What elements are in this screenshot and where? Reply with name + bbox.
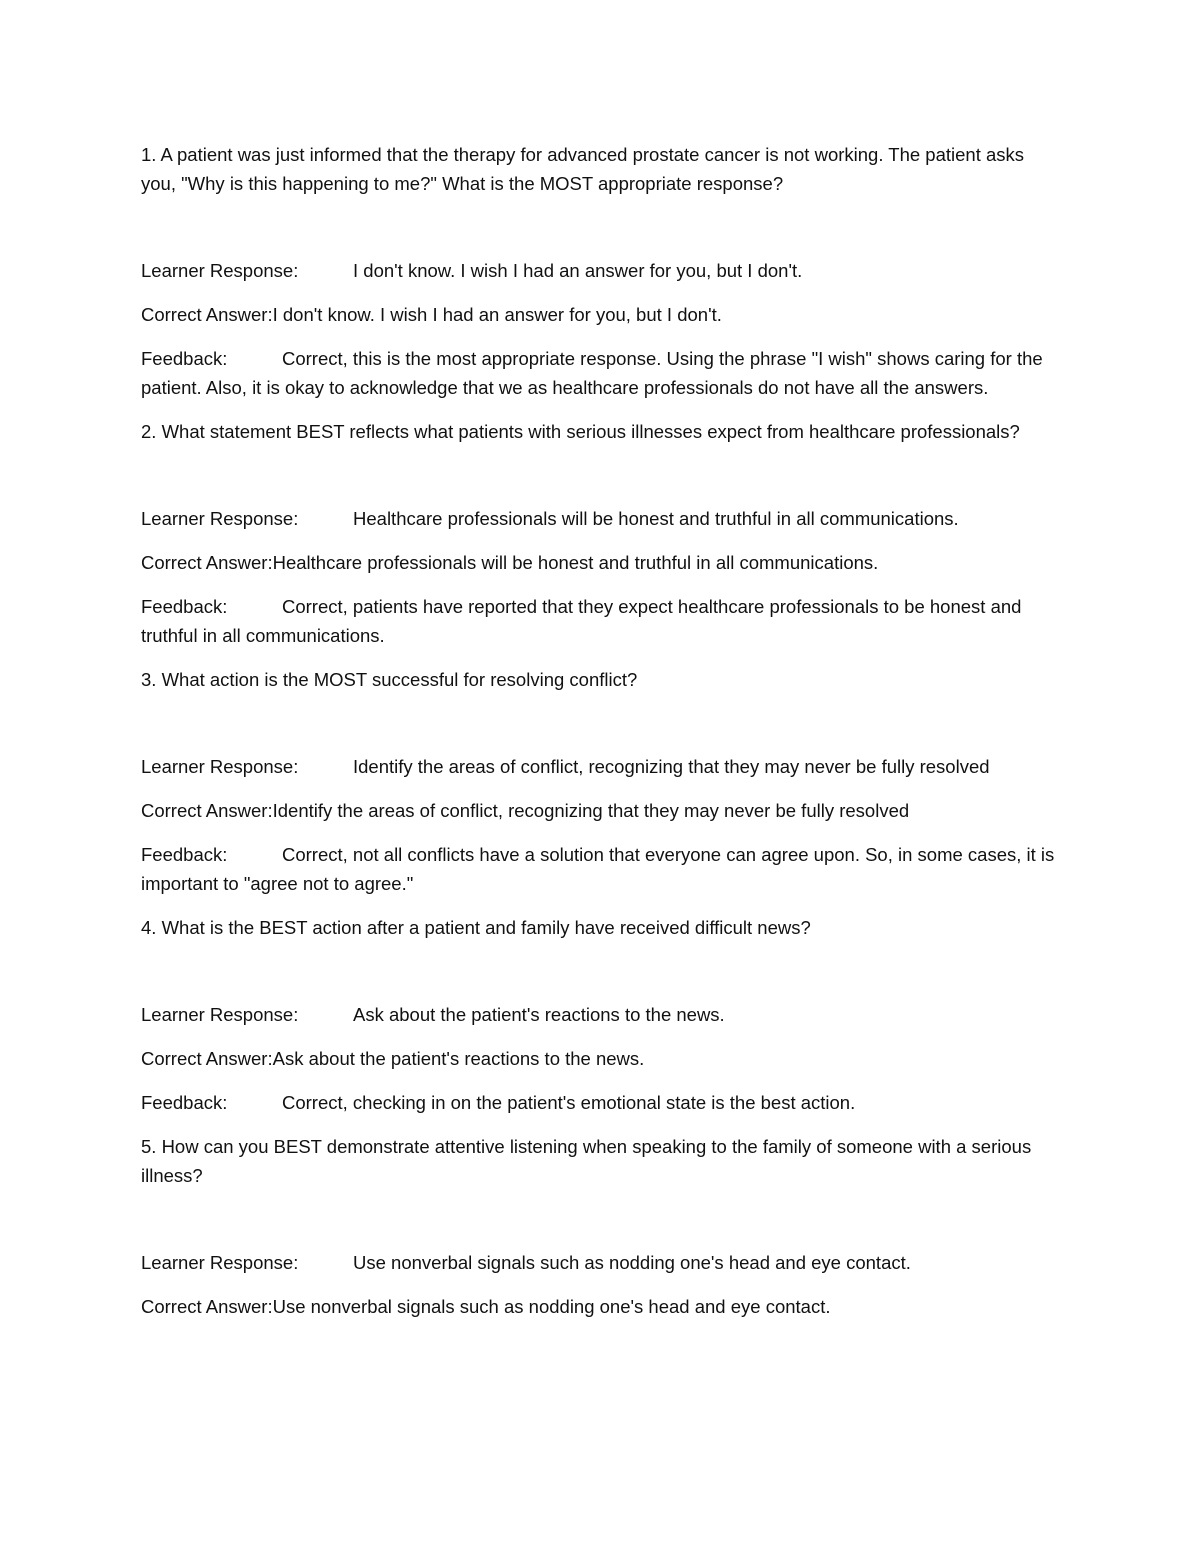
correct-answer-text: Healthcare professionals will be honest and truthful in all communications. xyxy=(272,552,879,573)
feedback-label: Feedback: xyxy=(141,596,228,617)
correct-answer-label: Correct Answer: xyxy=(141,1048,273,1069)
learner-response-label: Learner Response: xyxy=(141,260,299,281)
correct-answer-row-1 xyxy=(141,301,1056,330)
learner-response-label: Learner Response: xyxy=(141,1004,299,1025)
correct-answer-text: Use nonverbal signals such as nodding one's head and eye contact. xyxy=(272,1296,831,1317)
learner-response-row-4 xyxy=(141,1001,1056,1030)
feedback-label: Feedback: xyxy=(141,844,228,865)
feedback-row-3 xyxy=(141,841,1056,898)
correct-answer-row-2 xyxy=(141,549,1056,578)
document-body xyxy=(141,141,1056,1337)
quiz-item-5 xyxy=(141,1133,1056,1322)
learner-response-text: Use nonverbal signals such as nodding one's head and eye contact. xyxy=(353,1252,911,1273)
learner-response-row-5 xyxy=(141,1249,1056,1278)
learner-response-row-2 xyxy=(141,505,1056,534)
feedback-row-1 xyxy=(141,345,1056,402)
correct-answer-row-3 xyxy=(141,797,1056,826)
feedback-row-4 xyxy=(141,1089,1056,1118)
quiz-item-2 xyxy=(141,418,1056,651)
learner-response-label: Learner Response: xyxy=(141,1252,299,1273)
feedback-label: Feedback: xyxy=(141,348,228,369)
correct-answer-row-4 xyxy=(141,1045,1056,1074)
correct-answer-label: Correct Answer: xyxy=(141,552,273,573)
learner-response-text: I don't know. I wish I had an answer for you, but I don't. xyxy=(353,260,803,281)
question-3: 3. What action is the MOST successful for resolving conflict? xyxy=(141,668,638,690)
quiz-item-3 xyxy=(141,666,1056,899)
learner-response-label: Learner Response: xyxy=(141,508,299,529)
learner-response-label: Learner Response: xyxy=(141,756,299,777)
question-5: 5. How can you BEST demonstrate attentive listening when speaking to the family of someone with a serious illness? xyxy=(141,1136,1032,1186)
feedback-label: Feedback: xyxy=(141,1092,228,1113)
question-2: 2. What statement BEST reflects what patients with serious illnesses expect from healthcare professionals? xyxy=(141,420,1020,442)
learner-response-text: Identify the areas of conflict, recognizing that they may never be fully resolved xyxy=(353,756,990,777)
correct-answer-label: Correct Answer: xyxy=(141,800,273,821)
correct-answer-label: Correct Answer: xyxy=(141,304,273,325)
correct-answer-text: Ask about the patient's reactions to the news. xyxy=(272,1048,645,1069)
learner-response-text: Healthcare professionals will be honest and truthful in all communications. xyxy=(353,508,959,529)
question-1: 1. A patient was just informed that the therapy for advanced prostate cancer is not working. The patient asks you, "Why is this happening to me?" What is the MOST appropriate response? xyxy=(141,144,1025,194)
correct-answer-row-5 xyxy=(141,1293,1056,1322)
correct-answer-text: I don't know. I wish I had an answer for you, but I don't. xyxy=(272,304,722,325)
feedback-text: Correct, patients have reported that they expect healthcare professionals to be honest and truthful in all communications. xyxy=(141,596,1022,646)
question-4: 4. What is the BEST action after a patient and family have received difficult news? xyxy=(141,916,811,938)
feedback-text: Correct, not all conflicts have a solution that everyone can agree upon. So, in some cases, it is important to "agree not to agree." xyxy=(141,844,1055,894)
correct-answer-text: Identify the areas of conflict, recognizing that they may never be fully resolved xyxy=(272,800,910,821)
feedback-row-2 xyxy=(141,593,1056,650)
learner-response-row-3 xyxy=(141,753,1056,782)
feedback-text: Correct, this is the most appropriate response. Using the phrase "I wish" shows caring for the patient. Also, it is okay to acknowledge that we as healthcare professionals do not have all the answers. xyxy=(141,348,1043,398)
quiz-item-1 xyxy=(141,141,1056,402)
quiz-item-4 xyxy=(141,914,1056,1118)
feedback-text: Correct, checking in on the patient's emotional state is the best action. xyxy=(282,1092,856,1113)
learner-response-text: Ask about the patient's reactions to the news. xyxy=(353,1004,725,1025)
learner-response-row-1 xyxy=(141,257,1056,286)
correct-answer-label: Correct Answer: xyxy=(141,1296,273,1317)
